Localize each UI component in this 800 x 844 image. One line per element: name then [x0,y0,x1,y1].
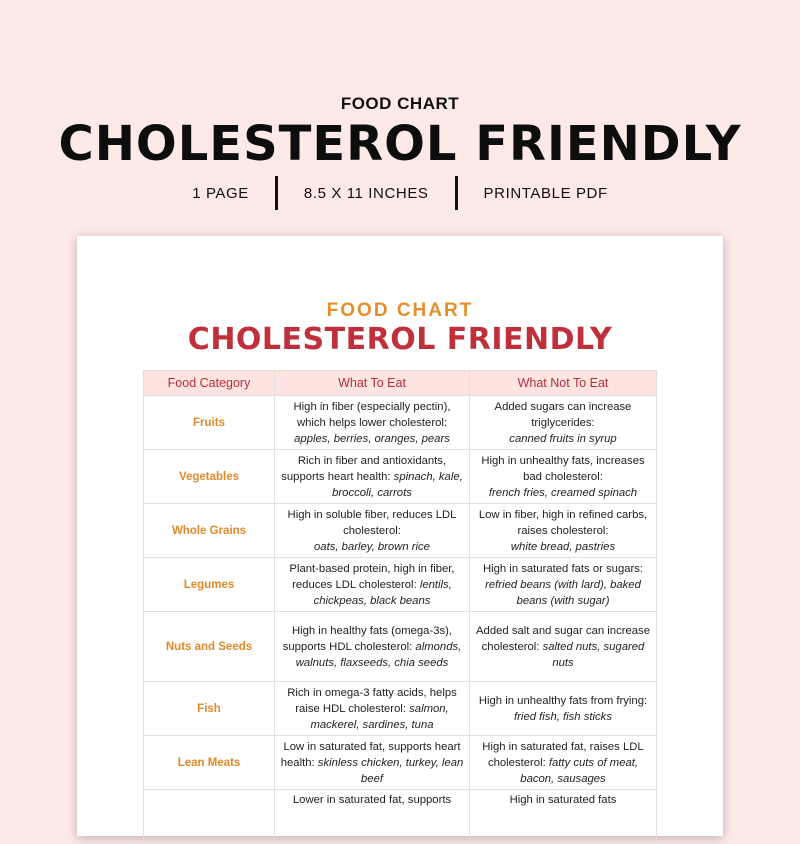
avoid-examples: refried beans (with lard), baked beans (with sugar) [485,578,641,607]
avoid-text: High in saturated fat, raises LDL cholesterol: [482,740,644,769]
eat-text: Lower in saturated fat, supports [292,794,452,806]
spec-format: PRINTABLE PDF [483,184,608,202]
what-not-to-eat-cell [470,450,657,504]
avoid-examples: fried fish, fish sticks [514,710,612,723]
food-category: Nuts and Seeds [144,612,275,682]
table-row [144,790,657,844]
eat-examples: almonds, walnuts, flaxseeds, chia seeds [295,640,462,669]
food-category: Fish [144,682,275,736]
what-not-to-eat-cell [470,612,657,682]
table-row [144,396,657,450]
table-row [144,682,657,736]
banner-title: CHOLESTEROL FRIENDLY [58,116,742,172]
table-row [144,504,657,558]
what-to-eat-cell [275,396,470,450]
chart-sheet-preview [77,236,723,836]
sheet-title: CHOLESTEROL FRIENDLY [187,322,613,357]
what-to-eat-cell [275,450,470,504]
avoid-text: Added salt and sugar can increase cholesterol: [476,624,650,653]
avoid-examples: white bread, pastries [510,540,616,553]
eat-examples: spinach, kale, broccoli, carrots [332,470,463,499]
banner-kicker: FOOD CHART [340,94,460,113]
what-to-eat-cell [275,682,470,736]
avoid-examples: fatty cuts of meat, bacon, sausages [520,756,639,785]
food-table [143,370,657,844]
avoid-text: High in unhealthy fats from frying: [478,694,648,707]
food-category [144,790,275,844]
food-category: Legumes [144,558,275,612]
eat-text: Plant-based protein, high in fiber, reduces LDL cholesterol: [289,562,455,591]
what-to-eat-cell [275,558,470,612]
what-not-to-eat-cell [470,790,657,844]
eat-text: High in soluble fiber, reduces LDL cholesterol: [287,508,457,537]
spec-size: 8.5 X 11 INCHES [303,184,429,202]
spec-bar [0,176,800,210]
avoid-text: Low in fiber, high in refined carbs, raises cholesterol: [478,508,648,537]
eat-examples: oats, barley, brown rice [314,540,430,553]
what-not-to-eat-cell [470,558,657,612]
eat-text: High in fiber (especially pectin), which helps lower cholesterol: [293,400,451,429]
eat-examples: skinless chicken, turkey, lean beef [317,756,464,785]
table-row [144,736,657,790]
what-to-eat-cell [275,612,470,682]
food-category: Vegetables [144,450,275,504]
table-row [144,612,657,682]
eat-examples: apples, berries, oranges, pears [294,432,450,445]
what-to-eat-cell [275,736,470,790]
avoid-examples: canned fruits in syrup [509,432,617,445]
eat-text: Low in saturated fat, supports heart health: [280,740,461,769]
what-not-to-eat-cell [470,736,657,790]
table-header-row [144,371,657,396]
avoid-text: High in saturated fats [509,794,617,806]
what-to-eat-cell [275,790,470,844]
eat-text: Rich in omega-3 fatty acids, helps raise HDL cholesterol: [287,686,457,715]
avoid-text: Added sugars can increase triglycerides: [494,400,632,429]
what-not-to-eat-cell [470,396,657,450]
eat-text: Rich in fiber and antioxidants, supports heart health: [281,454,447,483]
header-food-category: Food Category [144,371,275,396]
what-to-eat-cell [275,504,470,558]
spec-pages: 1 PAGE [192,184,249,202]
header-what-to-eat: What To Eat [275,371,470,396]
avoid-examples: french fries, creamed spinach [488,486,638,499]
header-what-not-to-eat: What Not To Eat [470,371,657,396]
sheet-kicker: FOOD CHART [326,300,474,321]
avoid-text: High in unhealthy fats, increases bad cholesterol: [481,454,645,483]
what-not-to-eat-cell [470,504,657,558]
what-not-to-eat-cell [470,682,657,736]
eat-examples: lentils, chickpeas, black beans [313,578,452,607]
food-category: Lean Meats [144,736,275,790]
spec-divider [275,176,278,210]
spec-divider [455,176,458,210]
avoid-text: High in saturated fats or sugars: [482,562,644,575]
food-category: Whole Grains [144,504,275,558]
table-row [144,450,657,504]
eat-examples: salmon, mackerel, sardines, tuna [310,702,449,731]
avoid-examples: salted nuts, sugared nuts [542,640,645,669]
eat-text: High in healthy fats (omega-3s), supports HDL cholesterol: [282,624,453,653]
food-category: Fruits [144,396,275,450]
table-row [144,558,657,612]
